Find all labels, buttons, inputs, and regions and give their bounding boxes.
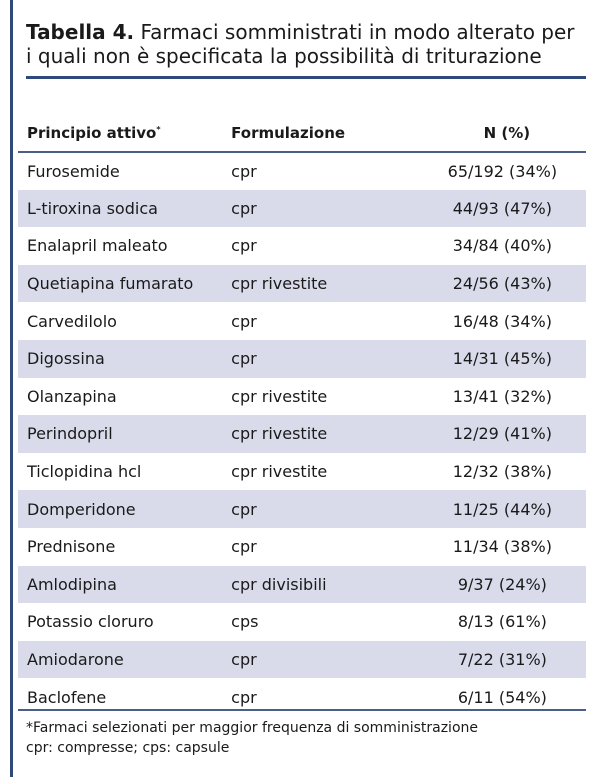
cell-principle: Ticlopidina hcl: [27, 462, 142, 482]
header-principle: [18, 114, 222, 152]
table-body: [18, 152, 586, 716]
cell-principle: Prednisone: [27, 537, 116, 557]
header-principle-label: Principio attivo: [27, 123, 157, 142]
cell-formulation: cpr rivestite: [231, 274, 328, 294]
table-bottom-rule: [18, 709, 586, 711]
cell-principle: Digossina: [27, 349, 105, 369]
title-underline-rule: [26, 76, 586, 79]
cell-principle: Quetiapina fumarato: [27, 274, 194, 294]
cell-n-percent: 34/84 (40%): [452, 236, 552, 256]
cell-formulation: cps: [231, 612, 259, 632]
table-title-text: Farmaci somministrati in modo alterato per i quali non è specificata la possibilità di triturazione: [26, 20, 575, 68]
header-row: [18, 114, 586, 152]
left-accent-rule: [10, 0, 13, 777]
table-row: [18, 566, 586, 604]
table-title-label: Tabella 4.: [26, 20, 135, 44]
cell-n-percent: 12/32 (38%): [452, 462, 552, 482]
table-row: [18, 227, 586, 265]
cell-principle: Enalapril maleato: [27, 236, 168, 256]
cell-formulation: cpr: [231, 349, 257, 369]
cell-principle: Olanzapina: [27, 386, 117, 406]
cell-n-percent: 16/48 (34%): [452, 311, 552, 331]
cell-principle: L-tiroxina sodica: [27, 198, 158, 218]
cell-formulation: cpr: [231, 311, 257, 331]
cell-n-percent: 11/25 (44%): [452, 499, 552, 519]
table-row: [18, 490, 586, 528]
table-row: [18, 641, 586, 679]
table-row: [18, 265, 586, 303]
footnotes: [26, 718, 478, 758]
footnote-selection: *Farmaci selezionati per maggior frequenza di somministrazione: [26, 720, 478, 736]
table-row: [18, 152, 586, 190]
cell-n-percent: 7/22 (31%): [457, 650, 547, 670]
header-n-percent: N (%): [483, 123, 531, 142]
cell-formulation: cpr: [231, 650, 257, 670]
cell-formulation: cpr: [231, 499, 257, 519]
table-title: [26, 20, 586, 68]
cell-formulation: cpr: [231, 537, 257, 557]
cell-formulation: cpr: [231, 161, 257, 181]
cell-principle: Potassio cloruro: [27, 612, 154, 632]
cell-principle: Furosemide: [27, 161, 120, 181]
cell-n-percent: 24/56 (43%): [452, 274, 552, 294]
cell-principle: Domperidone: [27, 499, 136, 519]
cell-formulation: cpr rivestite: [231, 462, 328, 482]
cell-formulation: cpr rivestite: [231, 386, 328, 406]
table-header: [18, 114, 586, 152]
table-row: [18, 603, 586, 641]
cell-formulation: cpr: [231, 236, 257, 256]
cell-n-percent: 9/37 (24%): [457, 574, 547, 594]
table-row: [18, 453, 586, 491]
cell-formulation: cpr divisibili: [231, 574, 327, 594]
table-row: [18, 302, 586, 340]
cell-n-percent: 13/41 (32%): [452, 386, 552, 406]
table-row: [18, 190, 586, 228]
table-row: [18, 415, 586, 453]
cell-principle: Perindopril: [27, 424, 113, 444]
cell-formulation: cpr rivestite: [231, 424, 328, 444]
cell-principle: Amlodipina: [27, 574, 117, 594]
cell-principle: Carvedilolo: [27, 311, 117, 331]
cell-principle: Amiodarone: [27, 650, 124, 670]
cell-n-percent: 12/29 (41%): [452, 424, 552, 444]
cell-formulation: cpr: [231, 687, 257, 707]
header-formulation: Formulazione: [231, 123, 346, 142]
table-row: [18, 378, 586, 416]
table-row: [18, 340, 586, 378]
drug-table: [18, 114, 586, 716]
cell-n-percent: 6/11 (54%): [457, 687, 547, 707]
header-footnote-mark: *: [156, 124, 161, 134]
cell-n-percent: 65/192 (34%): [447, 161, 558, 181]
cell-n-percent: 44/93 (47%): [452, 198, 552, 218]
cell-n-percent: 14/31 (45%): [452, 349, 552, 369]
footnote-abbreviations: cpr: compresse; cps: capsule: [26, 740, 230, 756]
table-row: [18, 528, 586, 566]
cell-principle: Baclofene: [27, 687, 107, 707]
cell-n-percent: 11/34 (38%): [452, 537, 552, 557]
cell-n-percent: 8/13 (61%): [457, 612, 547, 632]
cell-formulation: cpr: [231, 198, 257, 218]
